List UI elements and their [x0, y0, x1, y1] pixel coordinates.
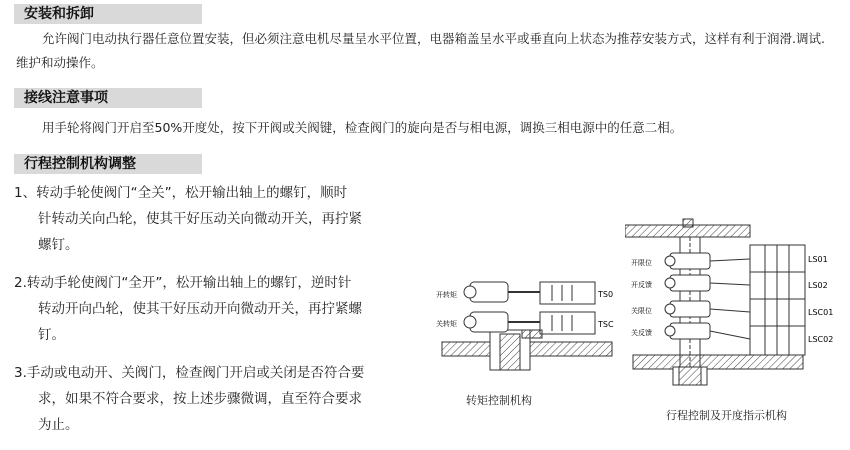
wiring-text: 用手轮将阀门开启至50%开度处，按下开阀或关阀键，检查阀门的旋向是否与相电源，调换三相电源中的任意二相。 [42, 120, 683, 135]
torque-caption: 转矩控制机构 [466, 394, 532, 407]
step-1-line-1: 1、转动手轮使阀门“全关”，松开输出轴上的螺钉，顺时 [14, 185, 348, 201]
label-open-torque: 开转矩 [436, 291, 457, 299]
section-title-wiring: 接线注意事项 [14, 88, 202, 108]
step-1 [14, 180, 362, 258]
torque-mechanism-diagram [430, 270, 620, 375]
step-1-line-2: 针转动关向凸轮，使其干好压动关向微动开关，再拧紧 [38, 211, 362, 227]
step-2-line-2: 转动开向凸轮，使其干好压动开向微动开关，再拧紧螺 [38, 301, 362, 317]
travel-mechanism-diagram [625, 215, 845, 390]
torque-roller-close [464, 316, 476, 328]
step-3 [14, 360, 364, 438]
install-text: 允许阀门电动执行器任意位置安装，但必须注意电机尽量呈水平位置，电器箱盖呈水平或垂直向上状态为推荐安装方式，这样有利于润滑.调试.维护和动操作。 [16, 31, 825, 70]
step-2 [14, 270, 362, 348]
switch-tsc [540, 312, 595, 334]
label-close-limit: 关限位 [631, 307, 652, 315]
label-lsc02: LSC02 [808, 335, 834, 344]
switch-ts0 [540, 282, 595, 304]
step-3-line-3: 为止。 [38, 417, 79, 433]
label-close-feedback: 关反馈 [631, 329, 652, 337]
step-1-line-3: 螺钉。 [38, 237, 79, 253]
label-open-limit: 开限位 [631, 259, 652, 267]
label-ts0: TS0 [598, 290, 614, 299]
label-close-torque: 关转矩 [436, 320, 457, 328]
label-open-feedback: 开反馈 [631, 281, 652, 289]
step-3-line-2: 求，如果不符合要求，按上述步骤微调，直至符合要求 [38, 391, 362, 407]
cam-close-feedback [670, 323, 710, 339]
torque-roller-open [464, 286, 476, 298]
label-lsc01: LSC01 [808, 308, 834, 317]
label-tsc: TSC [598, 320, 614, 329]
step-2-line-1: 2.转动手轮使阀门“全开”，松开输出轴上的螺钉，逆时针 [14, 275, 352, 291]
section-title-install: 安装和拆卸 [14, 4, 202, 24]
travel-base [633, 355, 803, 369]
travel-top-plate [625, 225, 750, 237]
torque-shaft [500, 334, 520, 370]
cam-open-limit [670, 253, 710, 269]
travel-caption: 行程控制及开度指示机构 [666, 409, 787, 422]
section-title-travel: 行程控制机构调整 [14, 154, 202, 174]
label-ls02: LS02 [808, 281, 828, 290]
cam-open-feedback [670, 275, 710, 291]
cam-close-limit [670, 301, 710, 317]
label-ls01: LS01 [808, 255, 828, 264]
step-3-line-1: 3.手动或电动开、关阀门，检查阀门开启或关闭是否符合要 [14, 365, 365, 381]
step-2-line-3: 钉。 [38, 327, 65, 343]
